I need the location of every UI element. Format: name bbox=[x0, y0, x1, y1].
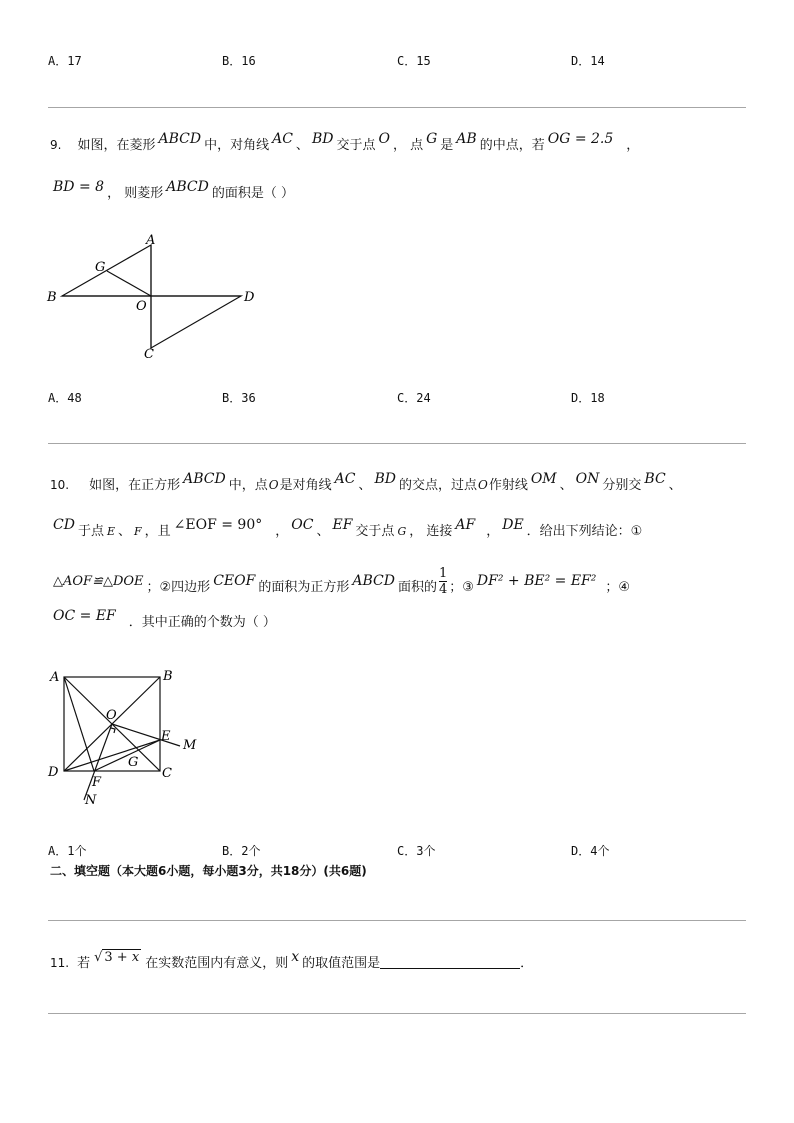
math-om: OM bbox=[530, 471, 557, 487]
math-og-eq: OG = 2.5 bbox=[547, 131, 614, 147]
answer-blank[interactable] bbox=[380, 954, 520, 969]
q10-text: 作射线 bbox=[488, 478, 528, 493]
label-f: F bbox=[92, 775, 102, 790]
q9-line-2 bbox=[50, 178, 294, 203]
q9-option-a: A．48 bbox=[48, 391, 82, 405]
math-o: O bbox=[378, 131, 390, 147]
math-bd: BD bbox=[374, 471, 396, 487]
math-abcd: ABCD bbox=[166, 179, 209, 195]
q10-text: 于点 bbox=[77, 524, 104, 539]
q10-option-a: A．1个 bbox=[48, 844, 87, 858]
label-c: C bbox=[162, 766, 172, 781]
math-ac: AC bbox=[272, 131, 293, 147]
q10-text: ；③ bbox=[449, 580, 474, 595]
section-heading-fill-in: 二、填空题（本大题6小题，每小题3分，共18分）(共6题) bbox=[50, 864, 367, 878]
math-ceof: CEOF bbox=[213, 573, 256, 589]
q10-text: ．其中正确的个数为（ ） bbox=[128, 615, 276, 630]
sqrt-expression: √ 3 + x bbox=[94, 950, 140, 965]
q10-text: 分别交 bbox=[602, 478, 642, 493]
right-angle-mark bbox=[111, 728, 115, 733]
q9-text: 的面积是（ ） bbox=[211, 186, 294, 201]
label-c: C bbox=[144, 347, 154, 362]
label-g: G bbox=[128, 755, 139, 770]
fraction-denominator: 4 bbox=[438, 582, 448, 597]
q9-text: 交于点 bbox=[336, 138, 376, 153]
label-a: A bbox=[146, 233, 156, 248]
fraction-numerator: 1 bbox=[438, 566, 448, 581]
q9-rhombus-figure bbox=[40, 228, 270, 363]
q11-text: ． bbox=[520, 956, 534, 971]
q10-text: ．给出下列结论：① bbox=[526, 524, 643, 539]
q8-option-b: B．16 bbox=[222, 54, 256, 68]
q10-option-d: D．4个 bbox=[571, 844, 610, 858]
q9-text: ， bbox=[626, 138, 640, 153]
math-oc: OC bbox=[291, 517, 314, 533]
math-congruent: △AOF≌△DOE bbox=[53, 574, 144, 589]
label-a: A bbox=[50, 670, 60, 685]
q10-option-b: B．2个 bbox=[222, 844, 261, 858]
q10-text: 、 bbox=[559, 478, 573, 493]
math-on: ON bbox=[575, 471, 600, 487]
math-o: O bbox=[268, 478, 279, 492]
q10-text: ， bbox=[486, 524, 500, 539]
label-d: D bbox=[48, 765, 59, 780]
divider bbox=[48, 920, 746, 921]
math-cd: CD bbox=[53, 517, 75, 533]
math-e: E bbox=[106, 525, 115, 538]
q10-text: 交于点 bbox=[355, 524, 395, 539]
math-abcd: ABCD bbox=[158, 131, 202, 147]
q10-text: 、 bbox=[358, 478, 372, 493]
q10-line-3 bbox=[50, 566, 631, 603]
math-angle-eof: ∠EOF = 90° bbox=[173, 517, 263, 533]
math-bd: BD bbox=[311, 131, 334, 147]
q10-text: 中，点 bbox=[228, 478, 268, 493]
label-m: M bbox=[183, 738, 197, 753]
q9-number: 9. bbox=[50, 138, 62, 152]
q10-text: 是对角线 bbox=[279, 478, 332, 493]
q10-text: ，且 bbox=[144, 524, 171, 539]
math-oc-eq-ef: OC = EF bbox=[53, 608, 116, 624]
math-o: O bbox=[477, 478, 488, 492]
q9-text: 的中点，若 bbox=[479, 138, 545, 153]
q8-option-d: D．14 bbox=[571, 54, 605, 68]
label-d: D bbox=[244, 290, 255, 305]
q9-line-1 bbox=[50, 130, 639, 155]
divider bbox=[48, 1013, 746, 1014]
math-abcd: ABCD bbox=[352, 573, 395, 589]
math-bc: BC bbox=[644, 471, 666, 487]
math-g: G bbox=[426, 131, 438, 147]
label-b: B bbox=[163, 669, 173, 684]
q9-option-b: B．36 bbox=[222, 391, 256, 405]
q10-text: 、 bbox=[668, 478, 682, 493]
math-f: F bbox=[134, 525, 142, 538]
math-x: x bbox=[291, 949, 300, 965]
label-o: O bbox=[136, 299, 147, 314]
math-bd-eq: BD = 8 bbox=[53, 179, 105, 195]
q10-text: 、 bbox=[316, 524, 330, 539]
q9-option-d: D．18 bbox=[571, 391, 605, 405]
q9-text: 如图，在菱形 bbox=[77, 138, 156, 153]
q10-text: ；④ bbox=[605, 580, 631, 595]
divider bbox=[48, 107, 746, 108]
q10-text: 、 bbox=[117, 524, 131, 539]
q10-line-1 bbox=[50, 470, 682, 495]
label-o: O bbox=[106, 708, 117, 723]
q10-text: 的交点，过点 bbox=[398, 478, 477, 493]
q9-text: ， 点 bbox=[392, 138, 424, 153]
radicand-variable: x bbox=[131, 950, 140, 965]
q10-line-2 bbox=[50, 516, 642, 541]
math-de: DE bbox=[502, 517, 524, 533]
q8-option-c: C．15 bbox=[397, 54, 431, 68]
q10-text: ；②四边形 bbox=[146, 580, 211, 595]
q9-text: ， 则菱形 bbox=[107, 186, 164, 201]
q10-text: ， 连接 bbox=[409, 524, 453, 539]
math-ac: AC bbox=[334, 471, 356, 487]
q9-option-c: C．24 bbox=[397, 391, 431, 405]
q10-text: 的面积为正方形 bbox=[258, 580, 350, 595]
q10-text: ， bbox=[275, 524, 289, 539]
q10-text: 如图，在正方形 bbox=[89, 478, 181, 493]
math-af: AF bbox=[455, 517, 476, 533]
label-b: B bbox=[47, 290, 57, 305]
q9-text: 是 bbox=[440, 138, 454, 153]
math-ab: AB bbox=[456, 131, 477, 147]
math-abcd: ABCD bbox=[183, 471, 226, 487]
divider bbox=[48, 443, 746, 444]
segment-de bbox=[64, 740, 160, 771]
q11-line bbox=[50, 948, 533, 973]
label-g: G bbox=[95, 260, 106, 275]
q10-line-4 bbox=[50, 607, 276, 632]
radicand-number: 3 + bbox=[104, 950, 132, 965]
segment-og bbox=[107, 271, 151, 296]
q9-text: 、 bbox=[295, 138, 309, 153]
q10-square-figure bbox=[40, 660, 210, 810]
q10-option-c: C．3个 bbox=[397, 844, 436, 858]
fraction-one-quarter bbox=[439, 566, 447, 597]
q11-text: 若 bbox=[77, 956, 91, 971]
q8-option-a: A．17 bbox=[48, 54, 82, 68]
label-e: E bbox=[161, 729, 171, 744]
q11-text: 的取值范围是 bbox=[302, 956, 381, 971]
label-n: N bbox=[85, 793, 97, 808]
q11-number: 11. bbox=[50, 956, 70, 970]
q10-text: 面积的 bbox=[397, 580, 437, 595]
math-ef: EF bbox=[332, 517, 353, 533]
math-pythagoras: DF² + BE² = EF² bbox=[476, 573, 597, 589]
q10-number: 10. bbox=[50, 478, 70, 492]
q11-text: 在实数范围内有意义，则 bbox=[145, 956, 289, 971]
q9-text: 中，对角线 bbox=[204, 138, 270, 153]
math-g: G bbox=[397, 525, 407, 538]
